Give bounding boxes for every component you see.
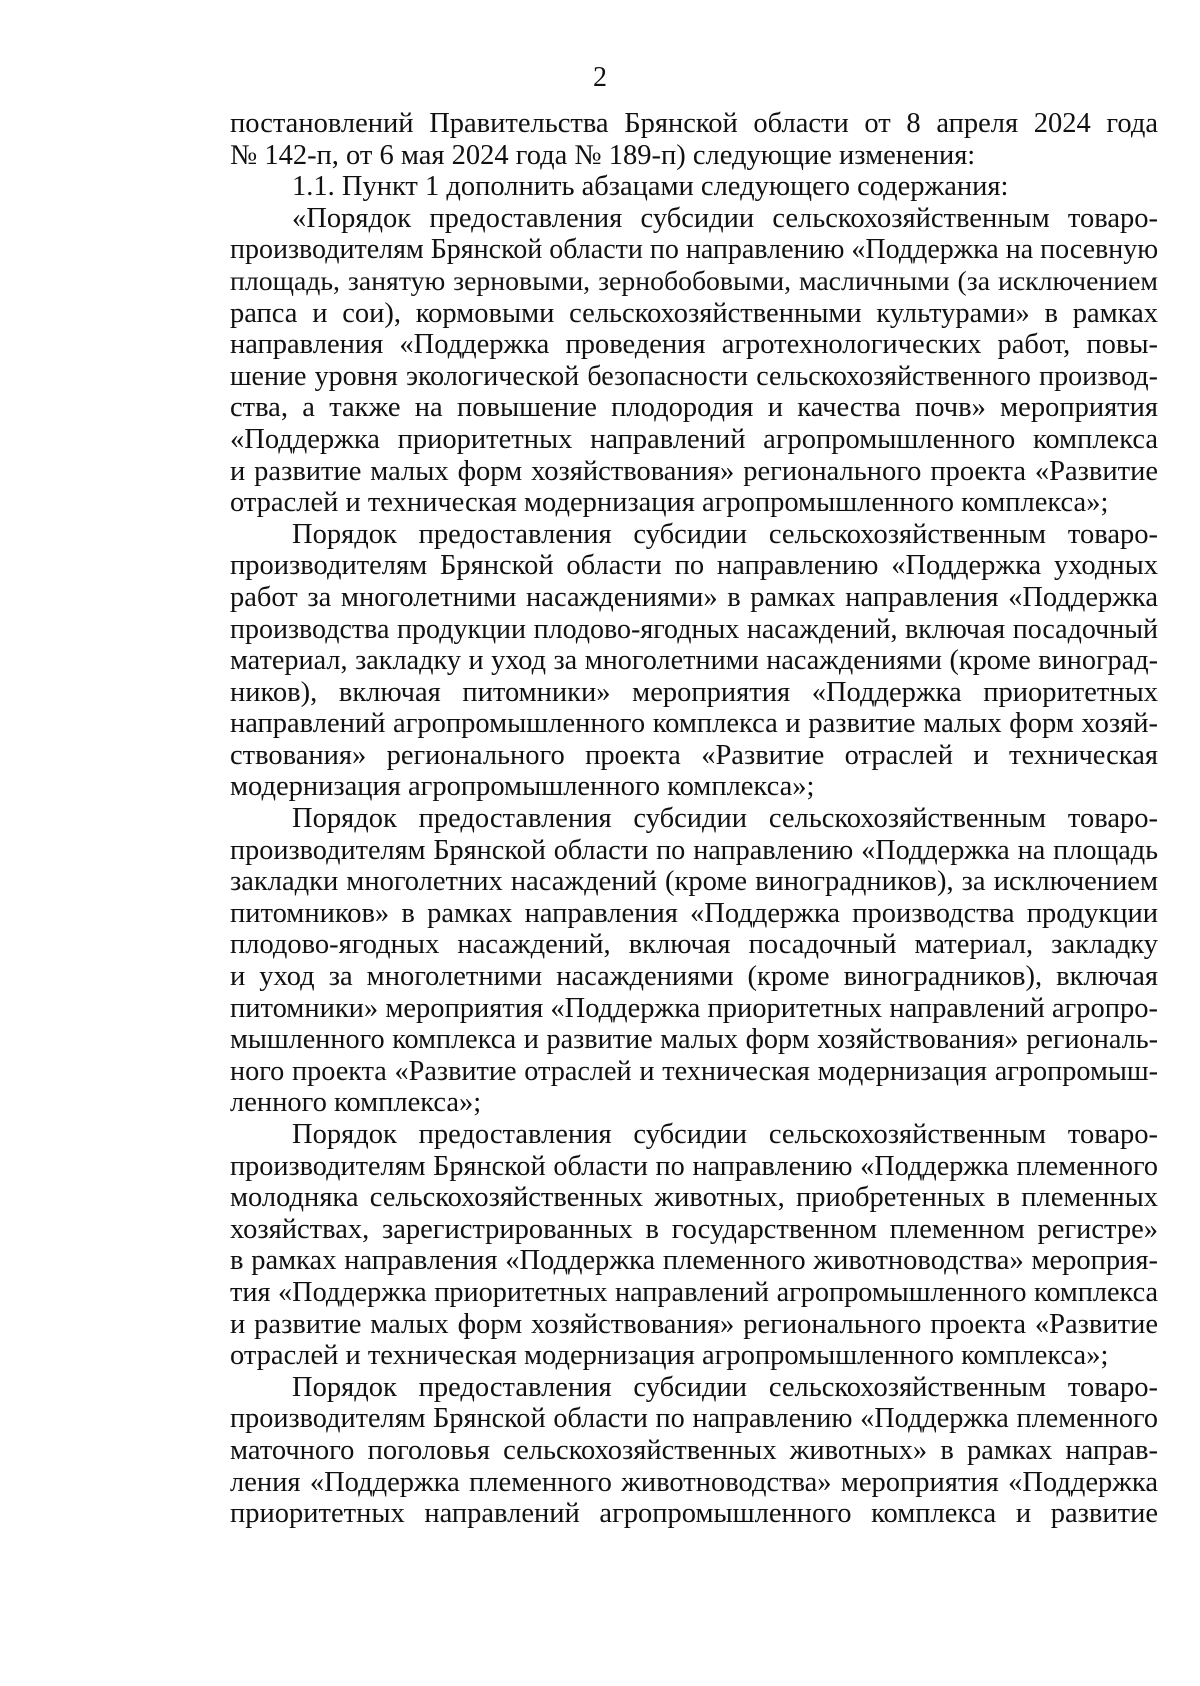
text-line: питомников» в рамках направления «Поддержка производства продукции <box>230 897 1158 929</box>
text-line: постановлений Правительства Брянской области от 8 апреля 2024 года <box>230 108 1158 139</box>
text-line: «Порядок предоставления субсидии сельскохозяйственным товаро- <box>292 202 1158 234</box>
text-line: модернизация агропромышленного комплекса»; <box>230 771 815 803</box>
text-line: производителям Брянской области по направлению «Поддержка уходных <box>230 550 1158 582</box>
text-line: закладки многолетних насаждений (кроме виноградников), за исключением <box>230 866 1158 898</box>
text-line: производства продукции плодово-ягодных насаждений, включая посадочный <box>230 613 1158 645</box>
text-line: производителям Брянской области по направлению «Поддержка племенного <box>230 1150 1158 1182</box>
text-line: «Поддержка приоритетных направлений агропромышленного комплекса <box>230 423 1158 455</box>
document-body <box>230 108 1158 1530</box>
text-line: хозяйствах, зарегистрированных в государственном племенном регистре» <box>230 1213 1158 1245</box>
text-line: ления «Поддержка племенного животноводства» мероприятия «Поддержка <box>230 1466 1158 1498</box>
text-line: ного проекта «Развитие отраслей и техническая модернизация агропромыш- <box>230 1055 1158 1087</box>
text-line: ства, а также на повышение плодородия и качества почв» мероприятия <box>230 392 1158 424</box>
text-line: тия «Поддержка приоритетных направлений агропромышленного комплекса <box>230 1276 1158 1308</box>
text-line: питомники» мероприятия «Поддержка приоритетных направлений агропро- <box>230 992 1158 1024</box>
text-line: Порядок предоставления субсидии сельскохозяйственным товаро- <box>292 1119 1158 1150</box>
text-line: № 142-п, от 6 мая 2024 года № 189-п) следующие изменения: <box>230 139 976 171</box>
text-line: Порядок предоставления субсидии сельскохозяйственным товаро- <box>292 803 1158 835</box>
text-line: производителям Брянской области по направлению «Поддержка племенного <box>230 1403 1158 1435</box>
text-line: плодово-ягодных насаждений, включая посадочный материал, закладку <box>230 929 1158 961</box>
text-line: Порядок предоставления субсидии сельскохозяйственным товаро- <box>292 518 1158 550</box>
text-line: молодняка сельскохозяйственных животных, приобретенных в племенных <box>230 1182 1158 1214</box>
text-line: маточного поголовья сельскохозяйственных животных» в рамках направ- <box>230 1434 1158 1466</box>
text-line: и развитие малых форм хозяйствования» регионального проекта «Развитие <box>230 455 1158 487</box>
text-line: материал, закладку и уход за многолетними насаждениями (кроме виноград- <box>230 645 1158 677</box>
text-line: ников), включая питомники» мероприятия «Поддержка приоритетных <box>230 676 1158 708</box>
page-number: 2 <box>593 62 607 93</box>
text-line: производителям Брянской области по направлению «Поддержка на посевную <box>230 234 1158 266</box>
text-line: работ за многолетними насаждениями» в рамках направления «Поддержка <box>230 581 1158 613</box>
text-line: 1.1. Пункт 1 дополнить абзацами следующего содержания: <box>292 171 1009 203</box>
text-line: рапса и сои), кормовыми сельскохозяйственными культурами» в рамках <box>230 297 1158 329</box>
text-line: направления «Поддержка проведения агротехнологических работ, повы- <box>230 329 1158 361</box>
text-line: мышленного комплекса и развитие малых форм хозяйствования» региональ- <box>230 1024 1158 1056</box>
text-line: отраслей и техническая модернизация агропромышленного комплекса»; <box>230 1340 1109 1372</box>
text-line: направлений агропромышленного комплекса и развитие малых форм хозяй- <box>230 708 1158 740</box>
text-line: и уход за многолетними насаждениями (кроме виноградников), включая <box>230 961 1158 993</box>
text-line: отраслей и техническая модернизация агропромышленного комплекса»; <box>230 487 1109 519</box>
text-line: в рамках направления «Поддержка племенного животноводства» мероприя- <box>230 1245 1158 1277</box>
text-line: ствования» регионального проекта «Развитие отраслей и техническая <box>230 739 1158 771</box>
text-line: площадь, занятую зерновыми, зернобобовыми, масличными (за исключением <box>230 265 1158 297</box>
text-line: шение уровня экологической безопасности сельскохозяйственного производ- <box>230 360 1158 392</box>
text-line: ленного комплекса»; <box>230 1087 482 1119</box>
text-line: Порядок предоставления субсидии сельскохозяйственным товаро- <box>292 1371 1158 1403</box>
text-line: приоритетных направлений агропромышленного комплекса и развитие <box>230 1498 1158 1530</box>
text-line: производителям Брянской области по направлению «Поддержка на площадь <box>230 834 1158 866</box>
text-line: и развитие малых форм хозяйствования» регионального проекта «Развитие <box>230 1308 1158 1340</box>
